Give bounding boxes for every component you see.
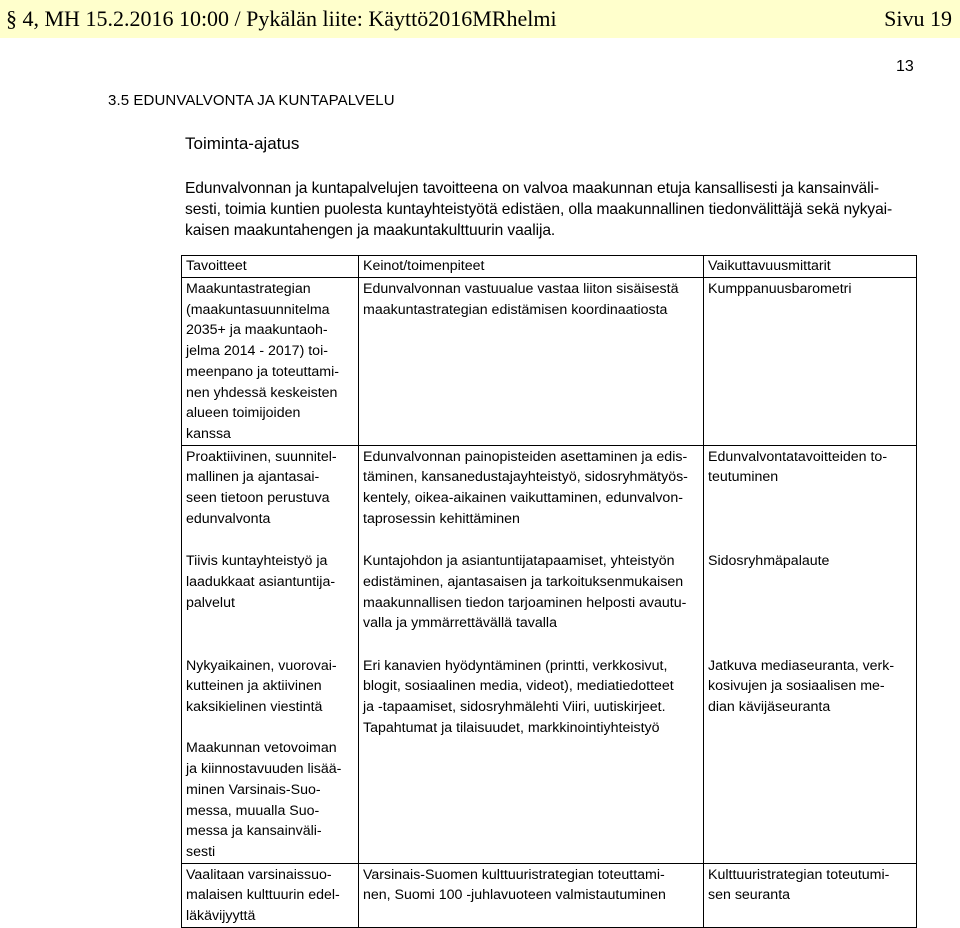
cell-text-line: Tiivis kuntayhteistyö ja <box>186 553 328 570</box>
cell-text-line: läkävijyyttä <box>186 908 256 925</box>
table-header-row <box>182 256 917 278</box>
cell-text-line: Maakunnan vetovoiman <box>186 740 337 757</box>
cell-text-line: Proaktiivinen, suunnitel- <box>186 448 337 465</box>
cell-text-line: taprosessin kehittäminen <box>363 510 520 527</box>
indicator-cell <box>704 863 917 927</box>
intro-line: Edunvalvonnan ja kuntapalvelujen tavoitteena on valvoa maakunnan etuja kansallisesti ja kansainväli- <box>185 180 879 197</box>
cell-text-line: laadukkaat asiantuntija- <box>186 573 336 590</box>
cell-text-line: kentely, oikea-aikainen vaikuttaminen, edunvalvon- <box>363 490 683 507</box>
cell-text-line: mallinen ja ajantasai- <box>186 469 320 486</box>
cell-text-line: blogit, sosiaalinen media, videot), mediatiedotteet <box>363 678 674 695</box>
cell-text-line: messa ja kansainväli- <box>186 823 322 840</box>
indicator-cell <box>704 278 917 446</box>
cell-text-line: Maakuntastrategian <box>186 281 311 297</box>
indicator-cell <box>704 550 917 655</box>
table-row <box>182 278 917 446</box>
objectives-table <box>181 255 917 928</box>
cell-text-line: maakunnallisen tiedon tarjoaminen helposti avautu- <box>363 594 687 611</box>
objective-cell <box>182 278 359 446</box>
cell-text-line: ja -tapaamiset, sidosryhmälehti Viiri, uutiskirjeet. <box>363 699 666 716</box>
intro-paragraph <box>185 178 951 241</box>
column-header-objectives: Tavoitteet <box>182 256 359 278</box>
cell-text-line: Tapahtumat ja tilaisuudet, markkinointiyhteistyö <box>363 719 660 736</box>
cell-text-line: kosivujen ja sosiaalisen me- <box>708 678 885 695</box>
objective-cell <box>182 550 359 655</box>
column-header-indicators: Vaikuttavuusmittarit <box>704 256 917 278</box>
cell-text-line: Edunvalvonnan vastuualue vastaa liiton sisäisestä <box>363 281 679 297</box>
measures-cell <box>359 655 704 864</box>
cell-text-line: minen Varsinais-Suo- <box>186 781 321 798</box>
cell-text-line: meenpano ja toteuttami- <box>186 363 340 380</box>
cell-text-line <box>186 634 354 655</box>
table-body <box>182 278 917 928</box>
cell-text-line: täminen, kansanedustajayhteistyö, sidosryhmätyös- <box>363 469 688 486</box>
measures-cell <box>359 278 704 446</box>
cell-text-line: Edunvalvontatavoitteiden to- <box>708 448 888 465</box>
cell-text-line: 2035+ ja maakuntaoh- <box>186 322 328 339</box>
measures-cell <box>359 550 704 655</box>
subheading: Toiminta-ajatus <box>185 134 300 153</box>
objective-cell <box>182 863 359 927</box>
cell-text-line: kaksikielinen viestintä <box>186 699 323 716</box>
cell-text-line: Varsinais-Suomen kulttuuristrategian toteuttami- <box>363 866 665 883</box>
cell-text-line: (maakuntasuunnitelma <box>186 301 330 318</box>
cell-text-line: Kumppanuusbarometri <box>708 281 852 297</box>
cell-text-line: Edunvalvonnan painopisteiden asettaminen ja edis- <box>363 448 688 465</box>
cell-text-line: maakuntastrategian edistämisen koordinaatiosta <box>363 301 668 318</box>
table-row <box>182 863 917 927</box>
cell-text-line: valla ja ymmärrettävällä tavalla <box>363 615 557 632</box>
measures-cell <box>359 445 704 550</box>
cell-text-line: edistäminen, ajantasaisen ja tarkoituksenmukaisen <box>363 573 684 590</box>
cell-text-line: kutteinen ja aktiivinen <box>186 678 322 695</box>
cell-text-line: sen seuranta <box>708 887 791 904</box>
objective-cell <box>182 655 359 864</box>
intro-line: kaisen maakuntahengen ja maakuntakulttuurin vaalija. <box>185 222 556 239</box>
cell-text-line: jelma 2014 - 2017) toi- <box>186 343 328 360</box>
cell-text-line: Nykyaikainen, vuorovai- <box>186 657 337 674</box>
cell-text-line: kanssa <box>186 425 231 442</box>
cell-text-line: ja kiinnostavuuden lisää- <box>186 761 342 778</box>
banner-page-label: Sivu 19 <box>884 6 952 31</box>
cell-text-line: Eri kanavien hyödyntäminen (printti, verkkosivut, <box>363 657 668 674</box>
cell-text-line: teutuminen <box>708 469 779 486</box>
table-row <box>182 550 917 655</box>
cell-text-line: edunvalvonta <box>186 510 271 527</box>
cell-text-line: Kulttuuristrategian toteutumi- <box>708 866 890 883</box>
cell-text-line: nen yhdessä keskeisten <box>186 384 338 401</box>
banner-reference: § 4, MH 15.2.2016 10:00 / Pykälän liite: Käyttö2016MRhelmi <box>6 6 557 31</box>
cell-text-line: nen, Suomi 100 -juhlavuoteen valmistautuminen <box>363 887 666 904</box>
table-row <box>182 655 917 864</box>
objective-cell <box>182 445 359 550</box>
cell-text-line <box>186 613 354 634</box>
intro-line: sesti, toimia kuntien puolesta kuntayhteistyötä edistäen, olla maakunnallinen tiedonvälittäjä sekä nykyai- <box>185 201 893 218</box>
page-number: 13 <box>896 58 914 75</box>
cell-text-line: Jatkuva mediaseuranta, verk- <box>708 657 895 674</box>
cell-text-line: sesti <box>186 843 216 860</box>
measures-cell <box>359 863 704 927</box>
document-banner <box>0 0 960 38</box>
table-row <box>182 445 917 550</box>
indicator-cell <box>704 655 917 864</box>
cell-text-line: alueen toimijoiden <box>186 405 301 422</box>
cell-text-line: palvelut <box>186 594 235 611</box>
cell-text-line: dian kävijäseuranta <box>708 699 831 716</box>
cell-text-line: Sidosryhmäpalaute <box>708 553 830 570</box>
cell-text-line: messa, muualla Suo- <box>186 802 320 819</box>
indicator-cell <box>704 445 917 550</box>
cell-text-line: malaisen kulttuurin edel- <box>186 887 340 904</box>
cell-text-line: Kuntajohdon ja asiantuntijatapaamiset, yhteistyön <box>363 553 675 570</box>
cell-text-line: Vaalitaan varsinaissuo- <box>186 866 332 883</box>
column-header-measures: Keinot/toimenpiteet <box>359 256 704 278</box>
section-heading: 3.5 EDUNVALVONTA JA KUNTAPALVELU <box>108 92 395 109</box>
cell-text-line: seen tietoon perustuva <box>186 490 330 507</box>
cell-text-line <box>186 718 354 739</box>
cell-text-line <box>186 529 354 550</box>
